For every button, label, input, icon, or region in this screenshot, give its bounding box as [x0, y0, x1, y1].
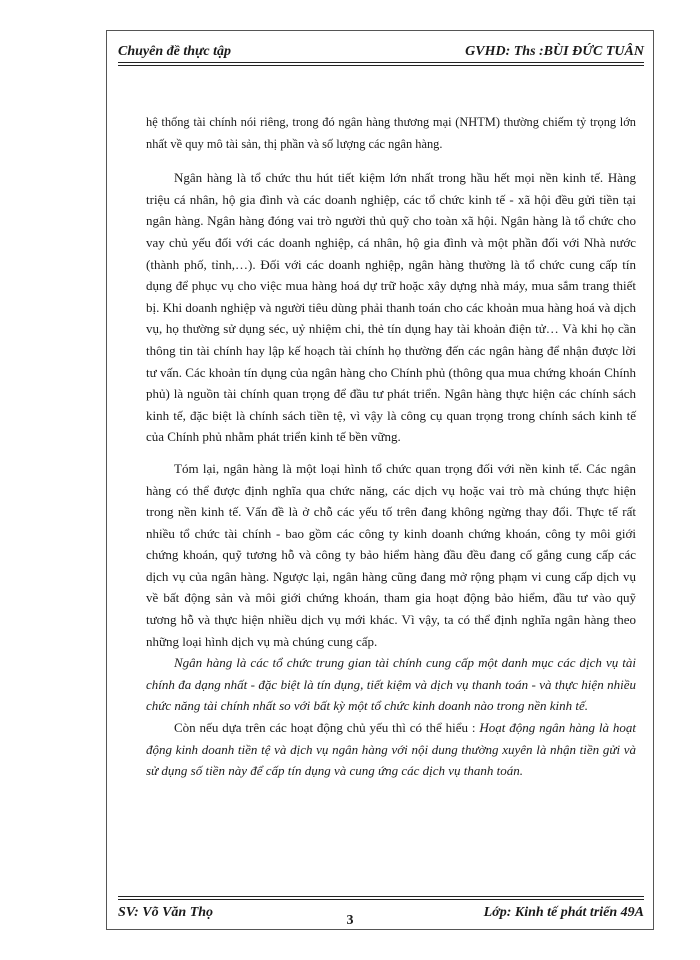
activity-lead-text: Còn nếu dựa trên các hoạt động chủ yếu thì có thể hiểu : — [174, 720, 480, 736]
header-topic: Chuyên đề thực tập — [118, 44, 232, 59]
header-advisor: GVHD: Ths :BÙI ĐỨC TUÂN — [465, 44, 644, 59]
page-number: 3 — [346, 913, 354, 928]
footer-class: Lớp: Kinh tế phát triển 49A — [483, 905, 644, 920]
paragraph-bank-role: Ngân hàng là tổ chức thu hút tiết kiệm lớn nhất trong hầu hết mọi nền kinh tế. Hàng triệu cá nhân, hộ gia đình và các doanh nghiệp, các tổ chức kinh tế - xã hội đều gửi tiền tại ngân hàng. Ngân hàng đóng vai trò người thủ quỹ cho toàn xã hội. Ngân hàng là tổ chức cho vay chủ yếu đối với các doanh nghiệp, cá nhân, hộ gia đình và một phần đối với Nhà nước (thành phố, tỉnh,…). Đối với các doanh nghiệp, ngân hàng thường là tổ chức cung cấp tín dụng để phục vụ cho việc mua hàng hoá dự trữ hoặc xây dựng nhà máy, mua sắm trang thiết bị. Khi doanh nghiệp và người tiêu dùng phải thanh toán cho các khoản mua hàng hoá và dịch vụ, họ thường sử dụng séc, uỷ nhiệm chi, thẻ tín dụng hay tài khoản điện tử… Và khi họ cần thông tin tài chính hay lập kế hoạch tài chính họ thường đến các ngân hàng để nhận được lời tư vấn. Các khoản tín dụng của ngân hàng cho Chính phủ (thông qua mua chứng khoán Chính phủ) là nguồn tài chính quan trọng để đầu tư phát triển. Ngân hàng thực hiện các chính sách kinh tế, đặc biệt là chính sách tiền tệ, vì vậy là công cụ quan trọng trong chính sách kinh tế của Chính phủ nhằm phát triển kinh tế bền vững. — [146, 170, 636, 445]
document-body — [146, 112, 636, 782]
header-rule — [118, 62, 644, 66]
activity-definition-text: Hoạt động ngân hàng là hoạt động kinh doanh tiền tệ và dịch vụ ngân hàng với nội dung thường xuyên là nhận tiền gửi và sử dụng số tiền này để cấp tín dụng và cung ứng các dịch vụ thanh toán. — [146, 720, 636, 779]
footer-student: SV: Võ Văn Thọ — [118, 905, 214, 920]
paragraph-activity-definition — [146, 717, 636, 782]
footer-rule — [118, 896, 644, 900]
paragraph-summary: Tóm lại, ngân hàng là một loại hình tổ chức quan trọng đối với nền kinh tế. Các ngân hàng có thể được định nghĩa qua chức năng, các dịch vụ hoặc vai trò mà chúng thực hiện trong nền kinh tế. Vấn đề là ở chỗ các yếu tố trên đang không ngừng thay đổi. Thực tế rất nhiều tổ chức tài chính - bao gồm các công ty kinh doanh chứng khoán, công ty môi giới chứng khoán, quỹ tương hỗ và công ty bảo hiểm hàng đầu đều đang cố gắng cung cấp các dịch vụ của ngân hàng. Ngược lại, ngân hàng cũng đang mở rộng phạm vi cung cấp dịch vụ về bất động sản và môi giới chứng khoán, tham gia hoạt động bảo hiểm, đầu tư vào quỹ tương hỗ và thực hiện nhiều dịch vụ mới khác. Vì vậy, ta có thể định nghĩa ngân hàng theo những loại hình dịch vụ mà chúng cung cấp. — [146, 460, 636, 649]
page-header — [118, 36, 644, 60]
paragraph-continued: hệ thống tài chính nói riêng, trong đó ngân hàng thương mại (NHTM) thường chiếm tỷ trọng lớn nhất về quy mô tài sản, thị phần và số lượng các ngân hàng. — [146, 115, 636, 151]
paragraph-definition: Ngân hàng là các tổ chức trung gian tài chính cung cấp một danh mục các dịch vụ tài chính đa dạng nhất - đặc biệt là tín dụng, tiết kiệm và dịch vụ thanh toán - và thực hiện nhiều chức năng tài chính nhất so với bất kỳ một tổ chức kinh doanh nào trong nền kinh tế. — [146, 655, 636, 714]
